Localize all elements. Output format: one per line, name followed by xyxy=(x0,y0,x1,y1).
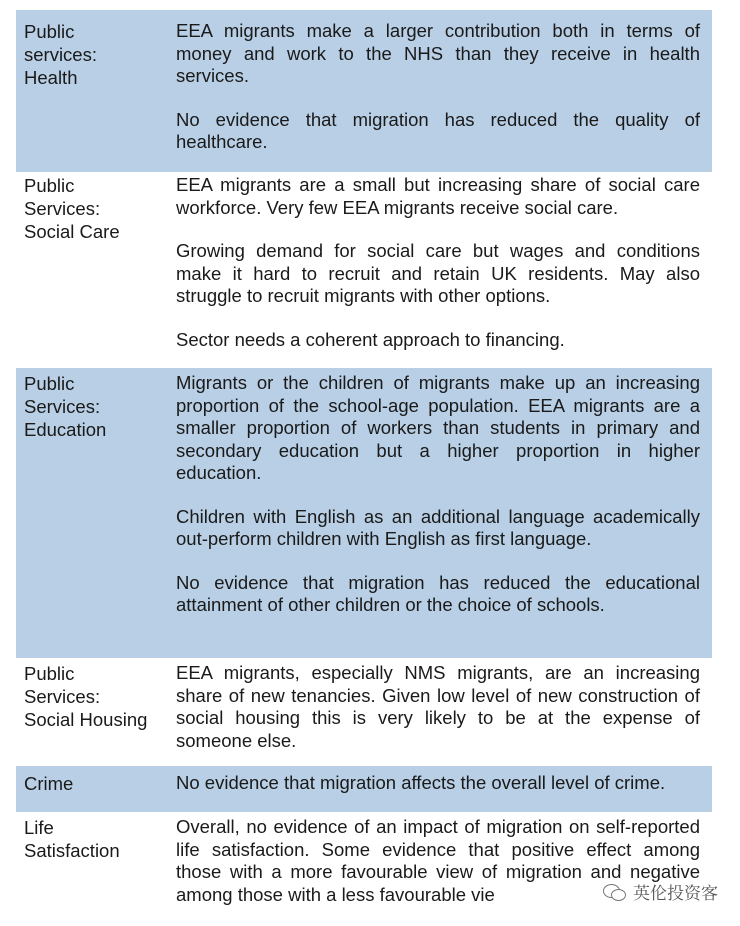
paragraph: No evidence that migration affects the overall level of crime. xyxy=(176,772,666,793)
paragraph: No evidence that migration has reduced the quality of healthcare. xyxy=(176,108,700,152)
topic-line: Health xyxy=(24,67,78,88)
row-body xyxy=(176,20,700,154)
row-body xyxy=(176,662,700,752)
paragraph: EEA migrants make a larger contribution both in terms of money and work to the NHS than they receive in health services. xyxy=(176,20,700,86)
table-row-social-care xyxy=(16,172,712,368)
topic-line: Education xyxy=(24,419,107,440)
topic-line: services: xyxy=(24,44,97,65)
table-row-crime xyxy=(16,766,712,812)
topic-line: Social Care xyxy=(24,221,120,242)
table-row-social-housing xyxy=(16,658,712,766)
watermark xyxy=(603,879,718,904)
row-body xyxy=(176,372,700,617)
paragraph: Overall, no evidence of an impact of migration on self-reported life satisfaction. Some evidence that positive effect among those with a more favourable view of migration and negative among those with a less favourable vie xyxy=(176,816,700,905)
table-row-life-satisfaction xyxy=(16,812,712,926)
paragraph: Growing demand for social care but wages and conditions make it hard to recruit and retain UK residents. May also struggle to recruit migrants with other options. xyxy=(176,240,700,306)
row-body xyxy=(176,174,700,351)
row-topic xyxy=(24,20,172,89)
topic-line: Services: xyxy=(24,198,101,219)
table-row-education xyxy=(16,368,712,658)
topic-line: Public xyxy=(24,21,75,42)
topic-line: Social Housing xyxy=(24,709,148,730)
watermark-text: 英伦投资客 xyxy=(633,884,718,903)
row-topic xyxy=(24,772,172,795)
row-topic xyxy=(24,372,172,441)
paragraph: Migrants or the children of migrants make up an increasing proportion of the school-age population. EEA migrants are a smaller proportion of workers than students in primary and secondary education but a higher proportion in higher education. xyxy=(176,372,700,483)
topic-line: Services: xyxy=(24,396,101,417)
row-body xyxy=(176,772,700,795)
table-row-health xyxy=(16,10,712,172)
paragraph: Sector needs a coherent approach to financing. xyxy=(176,328,565,350)
paragraph: Children with English as an additional language academically out-perform children with English as first language. xyxy=(176,505,700,549)
row-topic xyxy=(24,816,172,862)
topic-line: Services: xyxy=(24,686,101,707)
paragraph: No evidence that migration has reduced the educational attainment of other children or the choice of schools. xyxy=(176,571,700,615)
topic-line: Public xyxy=(24,175,75,196)
topic-line: Satisfaction xyxy=(24,840,120,861)
paragraph: EEA migrants are a small but increasing share of social care workforce. Very few EEA migrants receive social care. xyxy=(176,174,700,218)
topic-line: Crime xyxy=(24,773,74,794)
row-topic xyxy=(24,662,172,731)
row-topic xyxy=(24,174,172,243)
topic-line: Public xyxy=(24,373,75,394)
wechat-icon xyxy=(603,882,627,902)
topic-line: Public xyxy=(24,663,75,684)
paragraph: EEA migrants, especially NMS migrants, are an increasing share of new tenancies. Given low level of new construction of social housing this is very likely to be at the expense of someone else. xyxy=(176,662,700,751)
topic-line: Life xyxy=(24,817,54,838)
